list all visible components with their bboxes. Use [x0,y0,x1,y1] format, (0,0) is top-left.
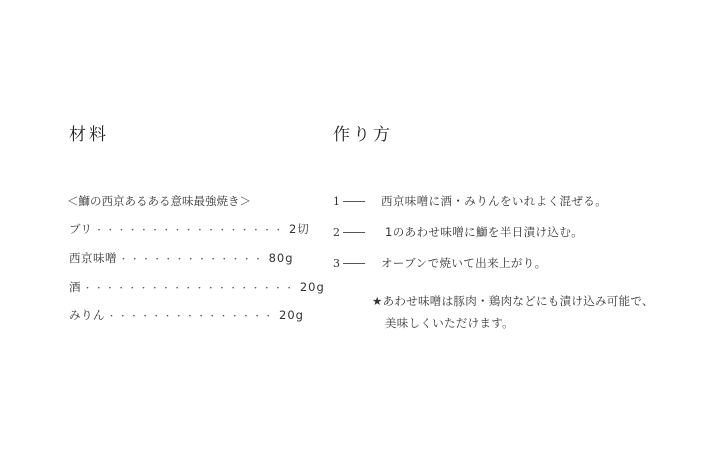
ingredient-row [69,221,310,237]
ingredient-qty: 2切 [288,222,310,236]
leader-dots: ・・・・・・・・・・・・・ [119,255,265,265]
step-item [333,193,607,209]
ingredient-name: みりん [69,308,105,322]
ingredient-row [69,250,294,266]
ingredient-qty: 20g [299,280,325,294]
step-number: 1 [333,194,340,208]
step-dash [343,232,365,233]
step-text: オーブンで焼いて出来上がり。 [381,256,547,270]
step-dash [343,263,365,264]
recipe-title: ＜鰤の西京あるある意味最強焼き＞ [67,194,251,208]
ingredients-heading: 材料 [69,125,109,145]
leader-dots: ・・・・・・・・・・・・・・・・・ [94,226,285,236]
step-dash [343,201,365,202]
note-line-1: ★あわせ味噌は豚肉・鶏肉などにも漬け込み可能で、 [372,294,654,308]
step-number: 3 [333,256,340,270]
ingredient-name: 酒 [69,280,81,294]
steps-heading: 作り方 [333,125,393,145]
ingredient-name: 西京味噌 [69,251,117,265]
leader-dots: ・・・・・・・・・・・・・・・ [107,312,276,322]
step-item [333,255,547,271]
step-note [372,290,654,334]
ingredient-row [69,307,304,323]
ingredient-row [69,279,325,295]
ingredient-name: ブリ [69,222,93,236]
leader-dots: ・・・・・・・・・・・・・・・・・・・ [83,284,296,294]
step-number: 2 [333,225,340,239]
step-text: 1のあわせ味噌に鰤を半日漬け込む。 [385,225,584,239]
ingredient-qty: 80g [268,251,294,265]
step-item [333,224,583,240]
step-text: 西京味噌に酒・みりんをいれよく混ぜる。 [381,194,608,208]
ingredient-qty: 20g [279,308,304,322]
note-line-2: 美味しくいただけます。 [385,316,514,330]
